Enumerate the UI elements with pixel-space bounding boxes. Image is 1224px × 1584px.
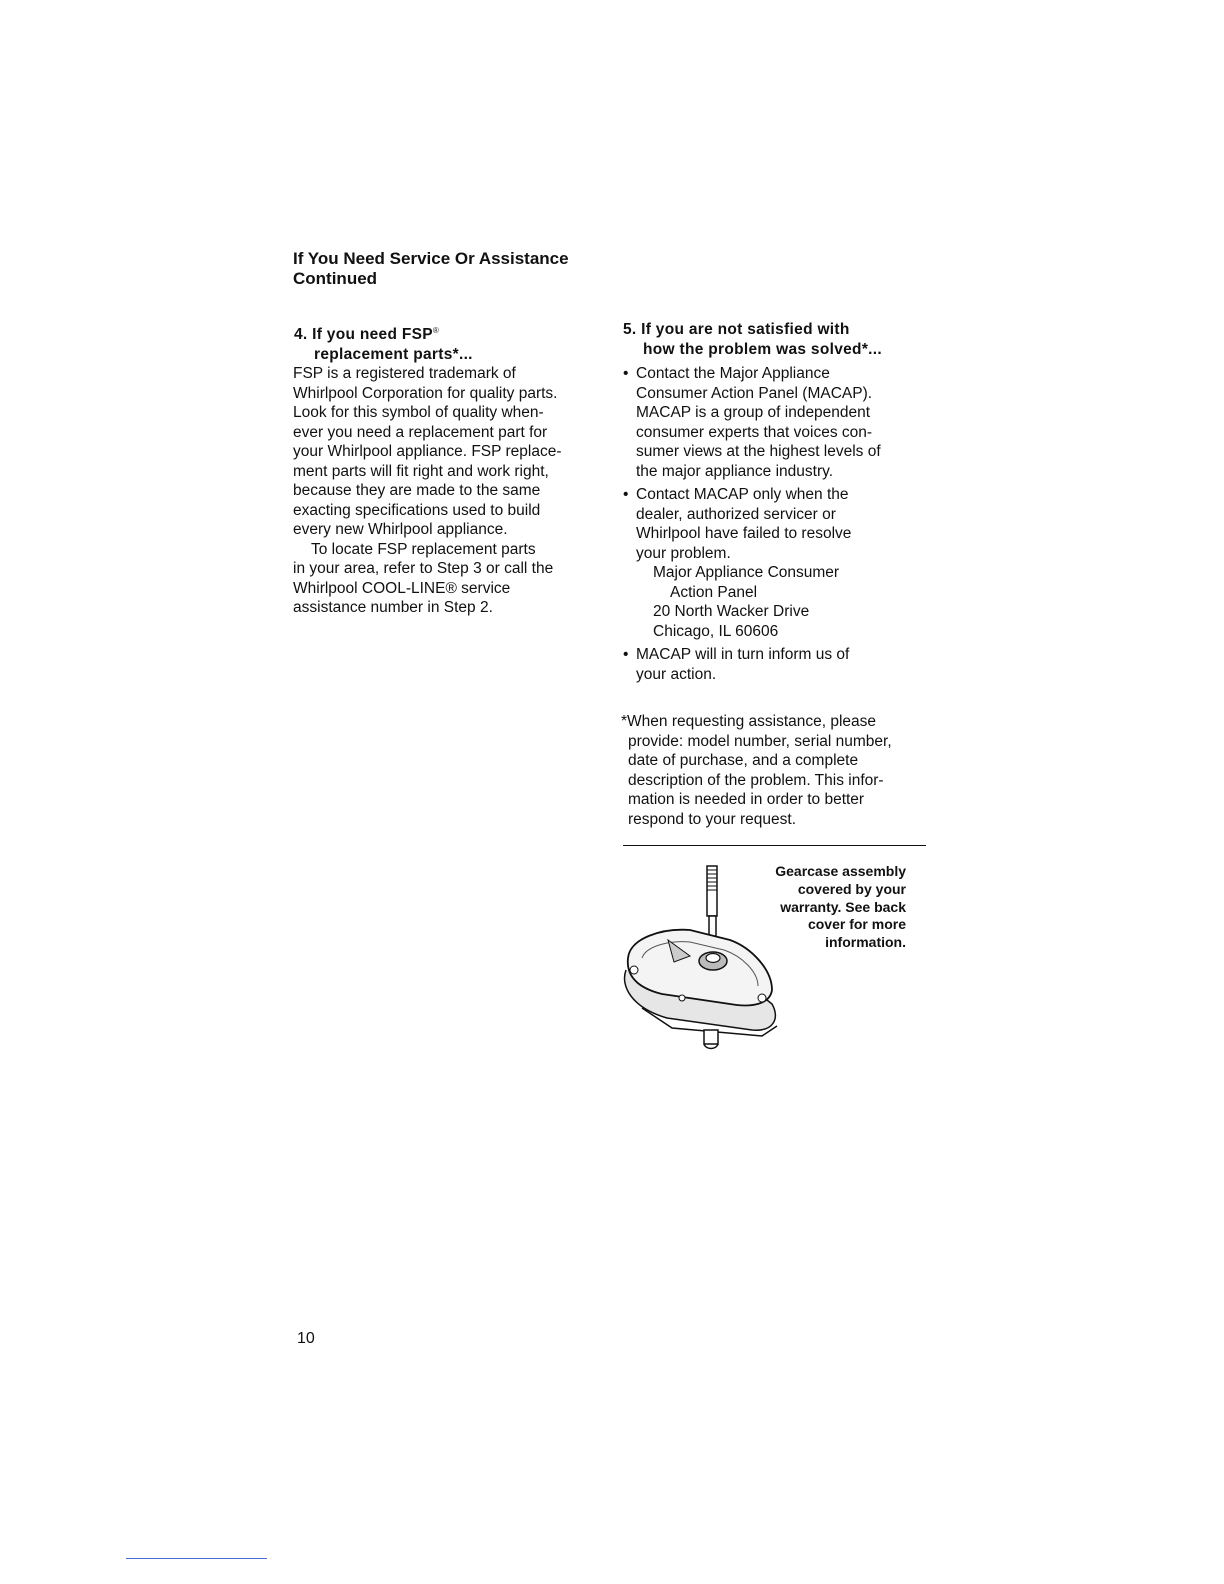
section4-paragraph1	[293, 364, 603, 540]
caption-line: warranty. See back	[780, 898, 906, 915]
caption-line: information.	[825, 934, 906, 951]
address-line3: 20 North Wacker Drive	[653, 603, 810, 620]
section4-heading-line1: 4. If you need FSP	[294, 326, 433, 344]
list-item	[623, 485, 923, 641]
text-line: consumer experts that voices con-	[636, 423, 873, 441]
text-line: every new Whirlpool appliance.	[293, 521, 508, 538]
text-line: in your area, refer to Step 3 or call the	[293, 560, 554, 577]
section5-heading-line2: how the problem was solved*...	[643, 340, 882, 358]
illustration-caption	[740, 863, 906, 952]
text-line: exacting specifications used to build	[293, 501, 541, 519]
page-title-line1: If You Need Service Or Assistance	[293, 249, 569, 268]
text-line: MACAP will in turn inform us of	[636, 646, 850, 663]
text-line: Contact the Major Appliance	[636, 365, 830, 382]
text-line: date of purchase, and a complete	[628, 752, 859, 769]
text-line: respond to your request.	[628, 810, 797, 828]
list-item	[623, 645, 923, 684]
section4-paragraph2	[293, 540, 603, 618]
bottom-divider	[126, 1558, 267, 1559]
text-line: *When requesting assistance, please	[621, 713, 877, 730]
text-line: MACAP is a group of independent	[636, 404, 871, 421]
bullet-icon: •	[623, 365, 629, 382]
text-line: assistance number in Step 2.	[293, 599, 493, 616]
caption-line: cover for more	[807, 916, 906, 933]
section4-body	[293, 364, 603, 618]
bullet-icon: •	[623, 646, 629, 663]
section5-bullets	[623, 364, 923, 688]
text-line: your Whirlpool appliance. FSP replace-	[293, 443, 562, 460]
text-line: ever you need a replacement part for	[293, 423, 548, 441]
text-line: Whirlpool COOL-LINE® service	[293, 579, 511, 597]
list-item	[623, 364, 923, 481]
text-line: description of the problem. This infor-	[628, 771, 884, 789]
text-line: the major appliance industry.	[636, 462, 834, 480]
address-line4: Chicago, IL 60606	[653, 622, 779, 640]
text-line: Consumer Action Panel (MACAP).	[636, 384, 873, 402]
page-number: 10	[297, 1330, 315, 1347]
text-line: Look for this symbol of quality when-	[293, 404, 544, 421]
section4-heading-line2: replacement parts*...	[314, 345, 473, 363]
bullet-icon: •	[623, 486, 629, 503]
section4-heading	[294, 321, 594, 364]
address-line2: Action Panel	[670, 583, 758, 601]
page-title	[293, 249, 623, 289]
address-line1: Major Appliance Consumer	[653, 564, 840, 581]
text-line: mation is needed in order to better	[628, 791, 865, 808]
footnote	[621, 712, 921, 829]
page-title-line2: Continued	[293, 269, 378, 288]
text-line: provide: model number, serial number,	[628, 732, 892, 750]
text-line: Whirlpool have failed to resolve	[636, 525, 852, 542]
text-line: To locate FSP replacement parts	[311, 540, 536, 558]
caption-line: covered by your	[797, 880, 906, 897]
caption-line: Gearcase assembly	[775, 863, 906, 879]
text-line: FSP is a registered trademark of	[293, 365, 516, 382]
text-line: sumer views at the highest levels of	[636, 443, 881, 460]
text-line: dealer, authorized servicer or	[636, 505, 836, 523]
registered-mark: ®	[432, 326, 440, 335]
text-line: your problem.	[636, 544, 731, 562]
text-line: your action.	[636, 665, 717, 683]
text-line: because they are made to the same	[293, 482, 541, 499]
text-line: Contact MACAP only when the	[636, 486, 849, 503]
section5-heading-line1: 5. If you are not satisfied with	[623, 321, 850, 338]
divider	[623, 845, 926, 846]
text-line: Whirlpool Corporation for quality parts.	[293, 384, 558, 402]
section5-heading	[623, 320, 933, 359]
text-line: ment parts will fit right and work right,	[293, 462, 549, 480]
